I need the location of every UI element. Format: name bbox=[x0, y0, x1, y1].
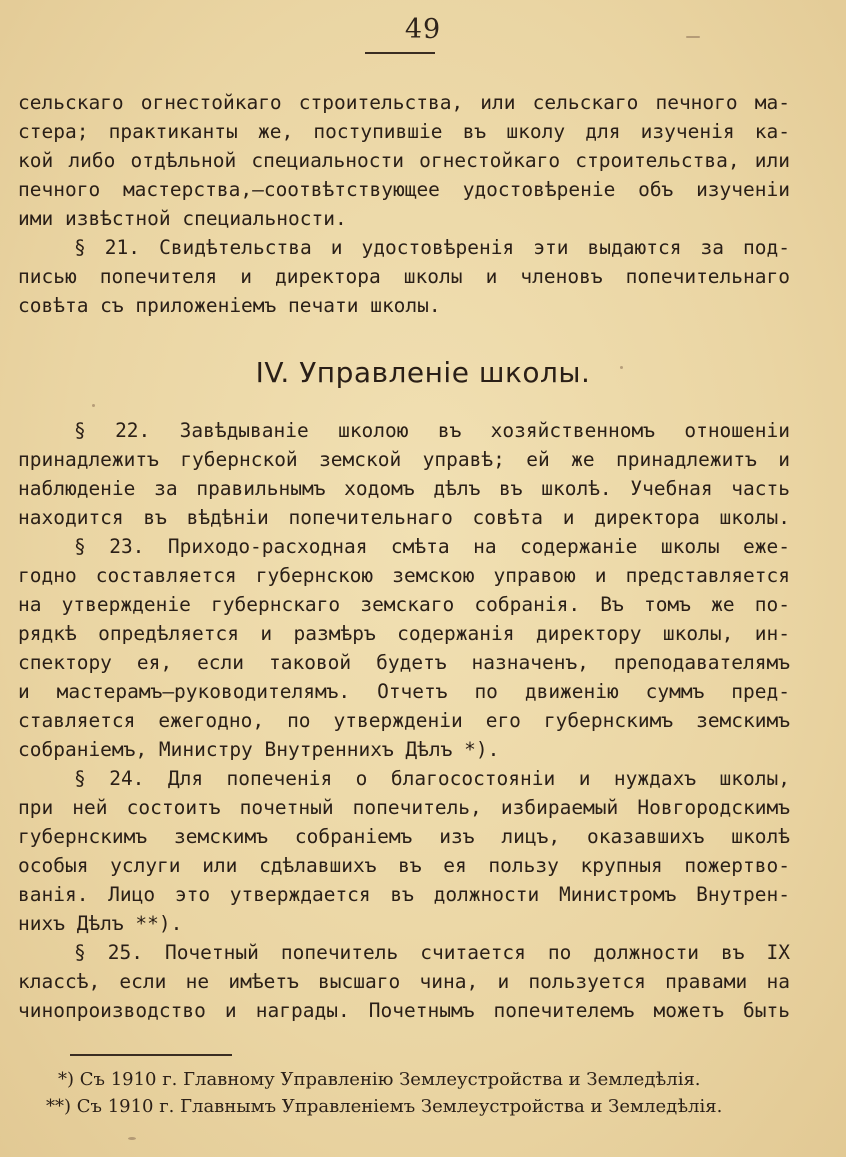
text-line: ими извѣстной специальности. bbox=[18, 207, 347, 230]
text-line: принадлежитъ губернской земской управѣ; ей же принадлежитъ и bbox=[18, 448, 790, 471]
text-line-section-23: § 23. Приходо-расходная смѣта на содержаніе школы еже- bbox=[74, 535, 790, 558]
footnote-2: **) Съ 1910 г. Главнымъ Управленіемъ Землеустройства и Земледѣлія. bbox=[46, 1096, 723, 1117]
footnote-1: *) Съ 1910 г. Главному Управленію Землеустройства и Земледѣлія. bbox=[58, 1069, 701, 1090]
text-line: при ней состоитъ почетный попечитель, избираемый Новгородскимъ bbox=[18, 796, 790, 819]
footnote-divider bbox=[70, 1054, 232, 1056]
text-line-section-25: § 25. Почетный попечитель считается по должности въ IX bbox=[74, 941, 790, 964]
paper-speck bbox=[92, 404, 95, 407]
text-line: стера; практиканты же, поступившіе въ школу для изученія ка- bbox=[18, 120, 790, 143]
text-line: и мастерамъ—руководителямъ. Отчетъ по движенію суммъ пред- bbox=[18, 680, 790, 703]
text-line: совѣта съ приложеніемъ печати школы. bbox=[18, 294, 441, 317]
text-line-section-24: § 24. Для попеченія о благосостояніи и нуждахъ школы, bbox=[74, 767, 790, 790]
text-line-section-22: § 22. Завѣдываніе школою въ хозяйственномъ отношеніи bbox=[74, 419, 790, 442]
paper-speck bbox=[620, 366, 623, 369]
text-line: писью попечителя и директора школы и членовъ попечительнаго bbox=[18, 265, 790, 288]
text-line: особыя услуги или сдѣлавшихъ въ ея пользу крупныя пожертво- bbox=[18, 854, 790, 877]
text-line-section-21: § 21. Свидѣтельства и удостовѣренія эти выдаются за под- bbox=[74, 236, 790, 259]
section-heading: IV. Управленіе школы. bbox=[255, 356, 591, 389]
text-line: рядкѣ опредѣляется и размѣръ содержанія директору школы, ин- bbox=[18, 622, 790, 645]
text-line: кой либо отдѣльной специальности огнестойкаго строительства, или bbox=[18, 149, 790, 172]
text-line: на утвержденіе губернскаго земскаго собранія. Въ томъ же по- bbox=[18, 593, 790, 616]
paper-speck bbox=[128, 1137, 136, 1140]
page-number-underline bbox=[365, 52, 435, 54]
page-number: 49 bbox=[404, 14, 442, 45]
text-line: спектору ея, если таковой будетъ назначенъ, преподавателямъ bbox=[18, 651, 790, 674]
text-line: ванія. Лицо это утверждается въ должности Министромъ Внутрен- bbox=[18, 883, 790, 906]
text-line: классѣ, если не имѣетъ высшаго чина, и пользуется правами на bbox=[18, 970, 790, 993]
text-line: находится въ вѣдѣніи попечительнаго совѣта и директора школы. bbox=[18, 506, 790, 529]
text-line: нихъ Дѣлъ **). bbox=[18, 912, 183, 935]
text-line: печного мастерства,—соотвѣтствующее удостовѣреніе объ изученіи bbox=[18, 178, 790, 201]
text-line: губернскимъ земскимъ собраніемъ изъ лицъ, оказавшихъ школѣ bbox=[18, 825, 790, 848]
text-line: наблюденіе за правильнымъ ходомъ дѣлъ въ школѣ. Учебная часть bbox=[18, 477, 790, 500]
text-line: ставляется ежегодно, по утвержденіи его губернскимъ земскимъ bbox=[18, 709, 790, 732]
paper-speck bbox=[686, 36, 700, 38]
text-line: чинопроизводство и награды. Почетнымъ попечителемъ можетъ быть bbox=[18, 999, 790, 1022]
text-line: сельскаго огнестойкаго строительства, или сельскаго печного ма- bbox=[18, 91, 790, 114]
text-line: годно составляется губернскою земскою управою и представляется bbox=[18, 564, 790, 587]
text-line: собраніемъ, Министру Внутреннихъ Дѣлъ *). bbox=[18, 738, 500, 761]
